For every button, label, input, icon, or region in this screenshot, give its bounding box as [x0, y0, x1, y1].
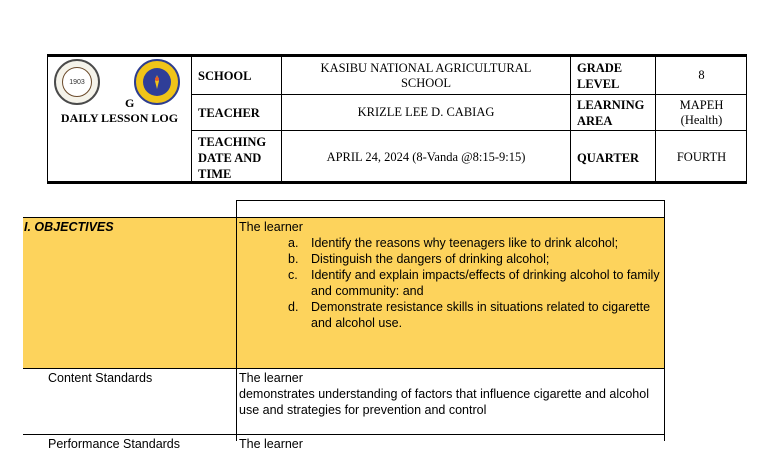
grade-label: GRADE LEVEL [577, 60, 623, 91]
school-seal-year: 1903 [62, 67, 92, 97]
learning-area-label: LEARNING AREA [577, 97, 645, 128]
objectives-heading: I. OBJECTIVES [24, 220, 114, 234]
objective-item: d. Demonstrate resistance skills in situations related to cigarette and alcohol use. [288, 300, 651, 330]
school-seal-logo [54, 59, 100, 105]
content-standards-label: Content Standards [48, 371, 153, 385]
school-label: SCHOOL [198, 68, 252, 83]
performance-standards-intro: The learner [239, 437, 303, 451]
content-standards-content [239, 370, 661, 418]
torch-icon [148, 73, 166, 91]
objective-item: b. Distinguish the dangers of drinking alcohol; [288, 252, 550, 266]
content-standards-intro: The learner [239, 371, 303, 385]
dll-title: DAILY LESSON LOG [60, 110, 179, 125]
objectives-content [239, 219, 661, 331]
learning-area-value: MAPEH (Health) [679, 97, 724, 127]
teaching-date-label: TEACHING DATE AND TIME [198, 134, 267, 181]
deped-seal-logo [134, 59, 180, 105]
quarter-value: FOURTH [676, 150, 727, 164]
teacher-value: KRIZLE LEE D. CABIAG [357, 105, 495, 119]
teaching-date-value: APRIL 24, 2024 (8-Vanda @8:15-9:15) [326, 150, 526, 164]
performance-standards-label: Performance Standards [48, 437, 181, 451]
objectives-intro: The learner [239, 220, 303, 234]
objective-item: c. Identify and explain impacts/effects of drinking alcohol to family and community: and [288, 268, 660, 298]
lesson-log-header [47, 54, 747, 184]
objectives-list [239, 235, 661, 331]
grade-value: 8 [698, 68, 705, 82]
teacher-label: TEACHER [198, 105, 260, 120]
content-standards-text: demonstrates understanding of factors that influence cigarette and alcohol use and strategies for prevention and control [239, 387, 649, 417]
dll-prefix: G [125, 95, 135, 110]
school-value: KASIBU NATIONAL AGRICULTURAL SCHOOL [320, 60, 532, 90]
quarter-label: QUARTER [577, 150, 640, 165]
objective-item: a. Identify the reasons why teenagers like to drink alcohol; [288, 236, 619, 250]
